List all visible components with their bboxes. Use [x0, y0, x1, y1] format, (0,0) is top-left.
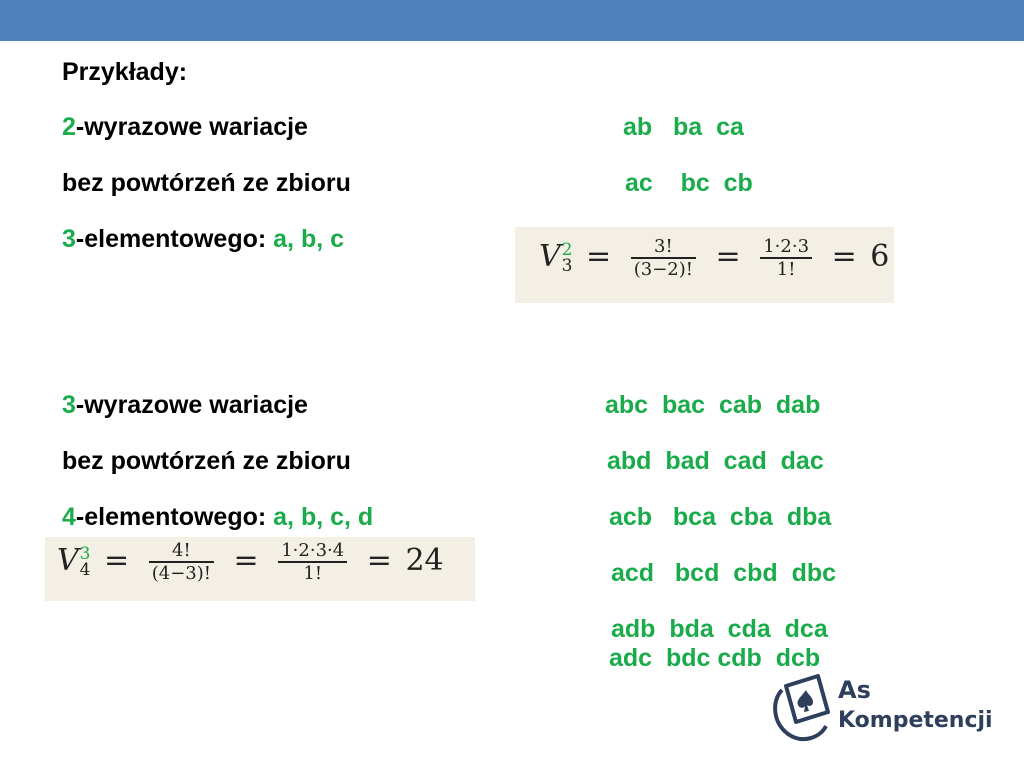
example2-line3-text: -elementowego: — [75, 503, 267, 531]
fraction-numerator: 1·2·3 — [760, 236, 812, 259]
slide-title: Przykłady: — [62, 58, 188, 86]
fraction-numerator: 3! — [631, 236, 696, 259]
example2-line3 — [62, 502, 373, 532]
example2-variation-row: adb bda cda dca — [611, 615, 828, 643]
example1-k: 2 — [62, 113, 76, 141]
formula-2-expression: V 3 4 = $\frac{4!}{(4-3)!}$ = $\frac{1\cdot 2\cdot 3\cdot 4}{1!}$ = 24 — [57, 540, 444, 584]
example1-line1-text: -wyrazowe wariacje — [75, 113, 308, 141]
example2-variation-row: abd bad cad dac — [607, 447, 824, 475]
fraction-denominator: (3−2)! — [633, 259, 693, 280]
example1-n: 3 — [62, 225, 76, 253]
header-bar — [0, 0, 1024, 41]
example1-line3 — [62, 224, 344, 254]
spade-icon — [768, 672, 832, 744]
example1-variation-row: ab ba ca — [623, 113, 744, 141]
fraction-numerator: 4! — [149, 540, 214, 563]
formula-2-sub: 4 — [79, 560, 91, 580]
example1-line1 — [62, 112, 308, 142]
example1-variation-row: ac bc cb — [625, 169, 753, 197]
logo — [768, 672, 998, 744]
example1-line3-text: -elementowego: — [75, 225, 267, 253]
fraction-denominator: 1! — [303, 563, 323, 584]
example2-k: 3 — [62, 391, 76, 419]
formula-1-fraction-1 — [631, 236, 696, 280]
formula-1-result: 6 — [870, 239, 890, 274]
logo-line1: As — [838, 676, 871, 704]
fraction-denominator: 1! — [776, 259, 796, 280]
example2-line1-text: -wyrazowe wariacje — [75, 391, 308, 419]
example1-set: a, b, c — [266, 225, 345, 253]
example2-variation-row: acb bca cba dba — [609, 503, 832, 531]
fraction-denominator: (4−3)! — [151, 563, 211, 584]
formula-2-symbol: V — [57, 543, 79, 578]
example2-line2: bez powtórzeń ze zbioru — [62, 447, 351, 475]
example2-set: a, b, c, d — [266, 503, 374, 531]
example2-n: 4 — [62, 503, 76, 531]
formula-2-result: 24 — [405, 543, 444, 578]
formula-2 — [45, 537, 475, 601]
example2-variation-row: adc bdc cdb dcb — [609, 644, 821, 672]
formula-2-sup: 3 — [79, 544, 91, 564]
formula-1-symbol: V — [539, 239, 561, 274]
formula-1-sup: 2 — [561, 240, 573, 260]
formula-1-expression: V 2 3 = $\frac{3!}{(3-2)!}$ = $\frac{1\cdot 2\cdot 3}{1!}$ = 6 — [539, 236, 890, 280]
example2-line1 — [62, 390, 308, 420]
formula-2-fraction-2 — [278, 540, 347, 584]
example2-variation-row: abc bac cab dab — [605, 391, 821, 419]
formula-2-fraction-1 — [149, 540, 214, 584]
formula-1 — [515, 227, 894, 303]
example1-line2: bez powtórzeń ze zbioru — [62, 169, 351, 197]
logo-line2: Kompetencji — [838, 708, 993, 733]
formula-1-fraction-2 — [760, 236, 812, 280]
fraction-numerator: 1·2·3·4 — [278, 540, 347, 563]
example2-variation-row: acd bcd cbd dbc — [611, 559, 837, 587]
formula-1-sub: 3 — [561, 256, 573, 276]
